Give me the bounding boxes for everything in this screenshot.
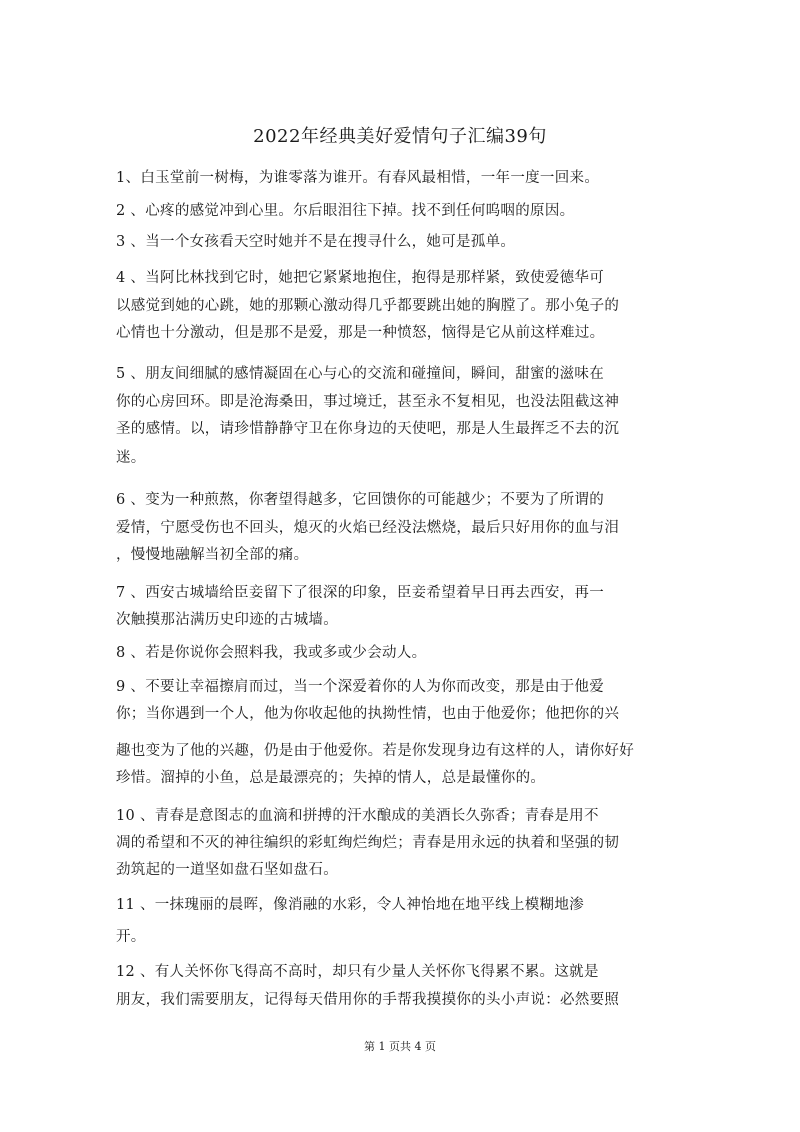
text-line: 11 、一抹瑰丽的晨晖，像消融的水彩，令人神怡地在地平线上模糊地渗 xyxy=(116,897,584,913)
text-line: 1、白玉堂前一树梅，为谁零落为谁开。有春风最相惜，一年一度一回来。 xyxy=(116,170,600,186)
text-line: 爱情，宁愿受伤也不回头，熄灭的火焰已经没法燃烧，最后只好用你的血与泪 xyxy=(116,520,620,536)
text-line: 次触摸那沾满历史印迹的古城墙。 xyxy=(116,612,338,628)
page-number-footer: 第 1 页共 4 页 xyxy=(364,1040,436,1053)
document-title: 2022年经典美好爱情句子汇编39句 xyxy=(253,126,547,147)
text-line: 10 、青春是意图志的血滴和拼搏的汗水酿成的美酒长久弥香；青春是用不 xyxy=(116,808,599,824)
text-line: 6 、变为一种煎熬，你奢望得越多，它回馈你的可能越少；不要为了所谓的 xyxy=(116,492,605,508)
text-line: 迷。 xyxy=(116,450,146,466)
text-line: 3 、当一个女孩看天空时她并不是在搜寻什么，她可是孤单。 xyxy=(116,234,516,250)
text-line: 你的心房回环。即是沧海桑田，事过境迁，甚至永不复相见，也没法阻截这神 xyxy=(116,394,620,410)
text-line: 心情也十分激动，但是那不是爱，那是一种愤怒，恼得是它从前这样难过。 xyxy=(116,325,605,341)
text-line: 5 、朋友间细腻的感情凝固在心与心的交流和碰撞间，瞬间，甜蜜的滋味在 xyxy=(116,366,605,382)
text-line: 2 、心疼的感觉冲到心里。尔后眼泪往下掉。找不到任何呜咽的原因。 xyxy=(116,203,575,219)
text-line: 以感觉到她的心跳，她的那颗心激动得几乎都要跳出她的胸膛了。那小兔子的 xyxy=(116,298,620,314)
text-line: 7 、西安古城墙给臣妾留下了很深的印象，臣妾希望着早日再去西安，再一 xyxy=(116,585,605,601)
text-line: 8 、若是你说你会照料我，我或多或少会动人。 xyxy=(116,645,427,661)
text-line: 你；当你遇到一个人，他为你收起他的执拗性情，也由于他爱你；他把你的兴 xyxy=(116,706,620,722)
text-line: 趣也变为了他的兴趣，仍是由于他爱你。若是你发现身边有这样的人，请你好好 xyxy=(116,743,634,759)
text-line: ，慢慢地融解当初全部的痛。 xyxy=(116,547,309,563)
text-line: 劲筑起的一道坚如盘石坚如盘石。 xyxy=(116,862,338,878)
text-line: 圣的感情。以，请珍惜静静守卫在你身边的天使吧，那是人生最挥乏不去的沉 xyxy=(116,421,620,437)
text-line: 开。 xyxy=(116,929,146,945)
text-line: 凋的希望和不灭的神往编织的彩虹绚烂绚烂；青春是用永远的执着和坚强的韧 xyxy=(116,835,620,851)
text-line: 9 、不要让幸福擦肩而过，当一个深爱着你的人为你而改变，那是由于他爱 xyxy=(116,679,605,695)
text-line: 12 、有人关怀你飞得高不高时，却只有少量人关怀你飞得累不累。这就是 xyxy=(116,964,599,980)
text-line: 4 、当阿比林找到它时，她把它紧紧地抱住，抱得是那样紧，致使爱德华可 xyxy=(116,270,605,286)
text-line: 朋友，我们需要朋友，记得每天借用你的手帮我摸摸你的头小声说：必然要照 xyxy=(116,992,620,1008)
text-line: 珍惜。溜掉的小鱼，总是最漂亮的；失掉的情人，总是最懂你的。 xyxy=(116,770,546,786)
